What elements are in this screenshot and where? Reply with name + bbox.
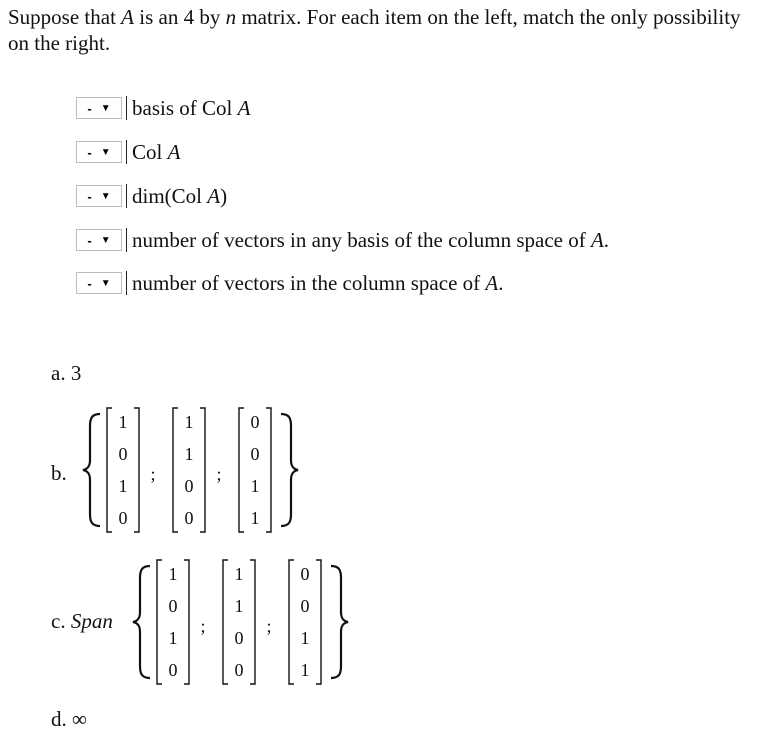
match-label-5: number of vectors in the column space of A. <box>126 271 503 295</box>
vector-2-entry-4: 0 <box>184 508 194 528</box>
option-c-vector-set <box>130 552 370 692</box>
vector-1-left-bracket <box>107 408 112 532</box>
match-row-4 <box>76 227 609 253</box>
dropdown-arrow-icon: ▼ <box>100 146 111 158</box>
option-b-vector-set <box>80 400 320 540</box>
dropdown-arrow-icon: ▼ <box>100 190 111 202</box>
match-row-5 <box>76 270 503 296</box>
vector-3-right-bracket <box>316 560 321 684</box>
vector-1-entry-3: 1 <box>168 628 178 648</box>
separator-1: ; <box>150 464 156 484</box>
right-brace <box>331 566 348 678</box>
vector-1-entry-1: 1 <box>168 564 178 584</box>
vector-1-entry-2: 0 <box>168 596 178 616</box>
vector-3-entry-4: 1 <box>250 508 260 528</box>
match-label-1: basis of Col A <box>126 96 250 120</box>
vector-3-entry-1: 0 <box>300 564 310 584</box>
vector-1-entry-4: 0 <box>168 660 178 680</box>
separator-2: ; <box>216 464 222 484</box>
vector-2-entry-3: 0 <box>184 476 194 496</box>
vector-2-entry-4: 0 <box>234 660 244 680</box>
separator-1: ; <box>200 616 206 636</box>
match-row-3 <box>76 183 227 209</box>
vector-3-left-bracket <box>239 408 244 532</box>
match-row-2 <box>76 139 180 165</box>
match-select-5[interactable]: - ▼ <box>76 272 122 294</box>
match-select-2[interactable]: - ▼ <box>76 141 122 163</box>
vector-3-left-bracket <box>289 560 294 684</box>
vector-1-entry-2: 0 <box>118 444 128 464</box>
vector-3-entry-4: 1 <box>300 660 310 680</box>
dropdown-arrow-icon: ▼ <box>100 102 111 114</box>
vector-2-entry-2: 1 <box>184 444 194 464</box>
vector-3-entry-1: 0 <box>250 412 260 432</box>
vector-1-entry-1: 1 <box>118 412 128 432</box>
match-label-3: dim(Col A) <box>126 184 227 208</box>
option-a: a. 3 <box>51 361 82 385</box>
left-brace <box>133 566 150 678</box>
vector-1-left-bracket <box>157 560 162 684</box>
vector-2-left-bracket <box>223 560 228 684</box>
dropdown-arrow-icon: ▼ <box>100 277 111 289</box>
vector-2-left-bracket <box>173 408 178 532</box>
vector-2-entry-2: 1 <box>234 596 244 616</box>
match-select-1[interactable]: - ▼ <box>76 97 122 119</box>
vector-1-right-bracket <box>184 560 189 684</box>
vector-2-right-bracket <box>200 408 205 532</box>
vector-2-entry-1: 1 <box>184 412 194 432</box>
option-d: d. ∞ <box>51 707 87 731</box>
option-c-label: c. Span <box>51 609 113 633</box>
option-b-label: b. <box>51 461 67 485</box>
vector-1-right-bracket <box>134 408 139 532</box>
vector-2-right-bracket <box>250 560 255 684</box>
vector-2-entry-1: 1 <box>234 564 244 584</box>
left-brace <box>83 414 100 526</box>
right-brace <box>281 414 298 526</box>
match-select-4[interactable]: - ▼ <box>76 229 122 251</box>
vector-3-right-bracket <box>266 408 271 532</box>
match-row-1 <box>76 95 250 121</box>
question-prompt: Suppose that A is an 4 by n matrix. For each item on the left, match the only possibility on the right. <box>8 5 741 55</box>
vector-3-entry-3: 1 <box>250 476 260 496</box>
vector-1-entry-4: 0 <box>118 508 128 528</box>
dropdown-arrow-icon: ▼ <box>100 234 111 246</box>
separator-2: ; <box>266 616 272 636</box>
vector-1-entry-3: 1 <box>118 476 128 496</box>
vector-3-entry-3: 1 <box>300 628 310 648</box>
match-select-3[interactable]: - ▼ <box>76 185 122 207</box>
match-label-2: Col A <box>126 140 180 164</box>
vector-3-entry-2: 0 <box>250 444 260 464</box>
vector-2-entry-3: 0 <box>234 628 244 648</box>
vector-3-entry-2: 0 <box>300 596 310 616</box>
match-label-4: number of vectors in any basis of the column space of A. <box>126 228 609 252</box>
